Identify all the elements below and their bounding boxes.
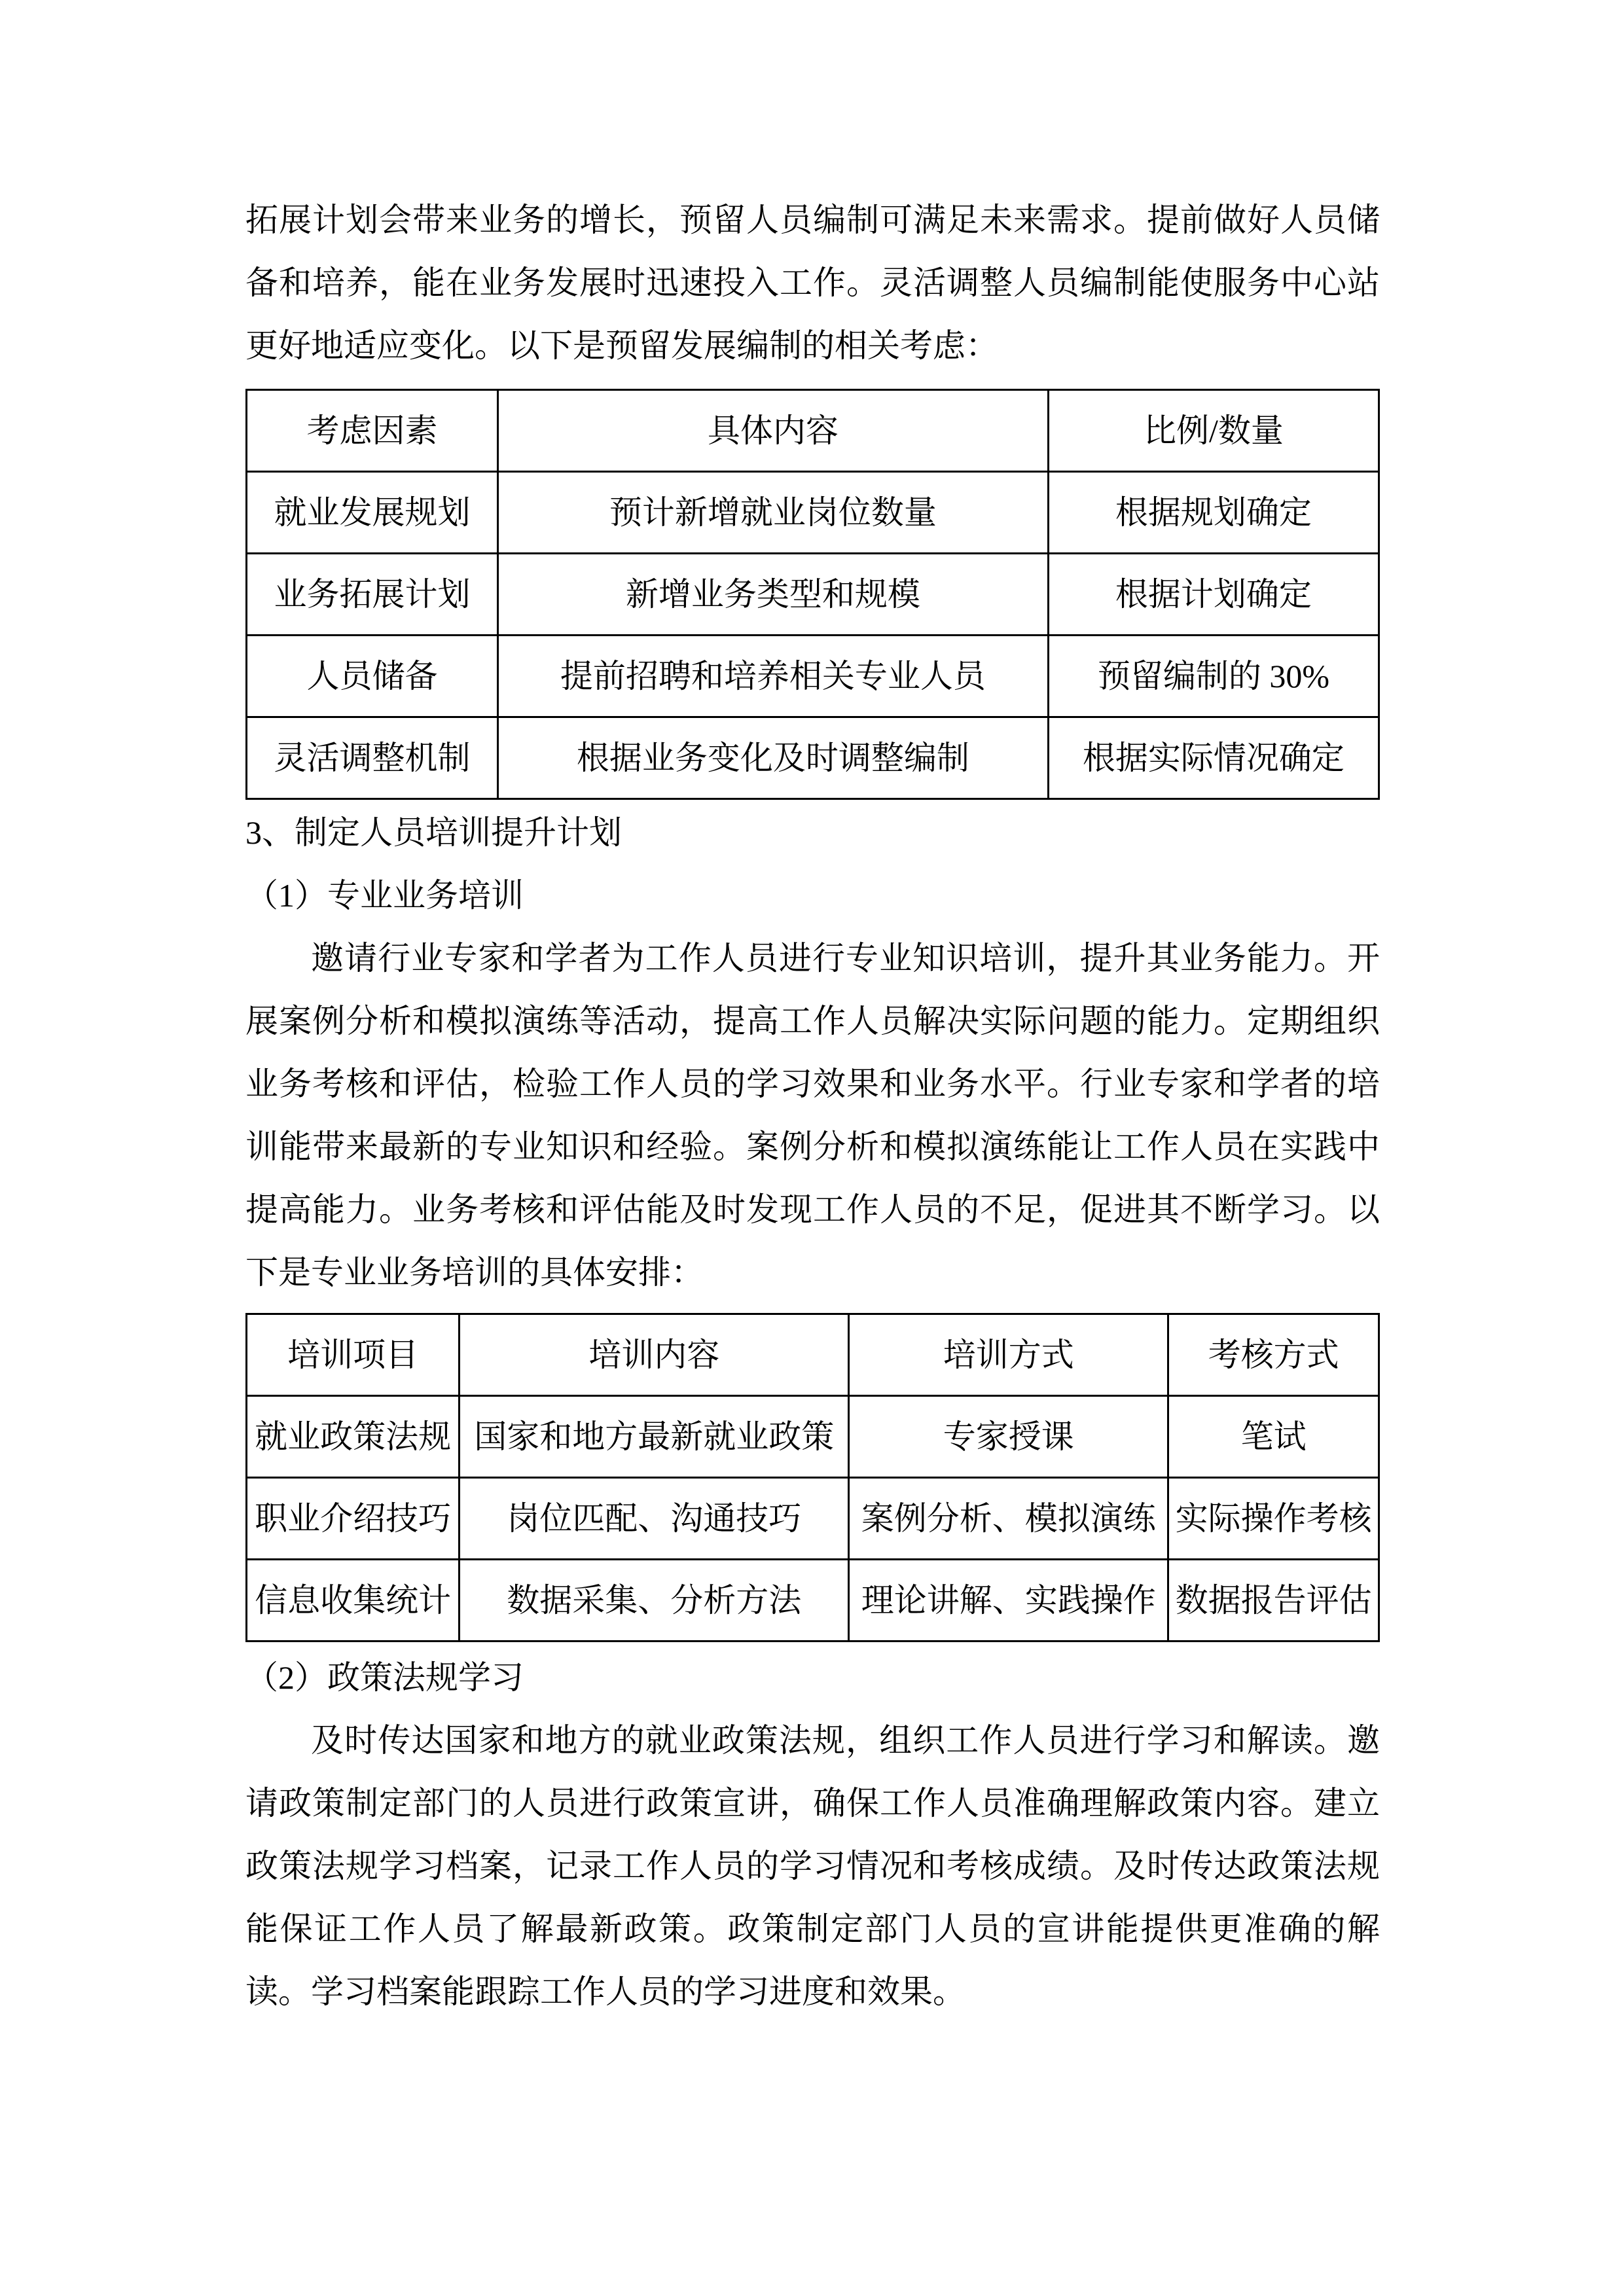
table-row	[247, 636, 1379, 717]
table-cell: 灵活调整机制	[247, 717, 498, 799]
table-cell: 人员储备	[247, 636, 498, 717]
table-row	[247, 554, 1379, 636]
table-cell: 根据业务变化及时调整编制	[498, 717, 1049, 799]
document-content	[245, 188, 1380, 2023]
heading-section-3-1: （1）专业业务培训	[245, 877, 524, 914]
table-cell: 专家授课	[849, 1396, 1168, 1478]
table-row	[247, 717, 1379, 799]
table-cell: 就业政策法规	[247, 1396, 460, 1478]
reserve-planning-table	[245, 389, 1380, 800]
table-cell: 预留编制的 30%	[1048, 636, 1379, 717]
paragraph-training: 邀请行业专家和学者为工作人员进行专业知识培训，提升其业务能力。开展案例分析和模拟演练等活动，提高工作人员解决实际问题的能力。定期组织业务考核和评估，检验工作人员的学习效果和业务水平。行业专家和学者的培训能带来最新的专业知识和经验。案例分析和模拟演练能让工作人员在实践中提高能力。业务考核和评估能及时发现工作人员的不足，促进其不断学习。以下是专业业务培训的具体安排：	[245, 940, 1380, 1291]
table-cell: 根据规划确定	[1048, 472, 1379, 554]
training-header-assessment: 考核方式	[1168, 1314, 1379, 1396]
table-row	[247, 472, 1379, 554]
table-cell: 根据计划确定	[1048, 554, 1379, 636]
table-row	[247, 1478, 1379, 1560]
heading-section-3: 3、制定人员培训提升计划	[245, 814, 622, 851]
table-cell: 国家和地方最新就业政策	[460, 1396, 849, 1478]
table-cell: 数据报告评估	[1168, 1560, 1379, 1641]
table-cell: 案例分析、模拟演练	[849, 1478, 1168, 1560]
table-cell: 预计新增就业岗位数量	[498, 472, 1049, 554]
reserve-table-header-row	[247, 390, 1379, 472]
table-cell: 业务拓展计划	[247, 554, 498, 636]
table-cell: 信息收集统计	[247, 1560, 460, 1641]
table-cell: 就业发展规划	[247, 472, 498, 554]
table-row	[247, 1560, 1379, 1641]
reserve-header-content: 具体内容	[498, 390, 1049, 472]
table-cell: 提前招聘和培养相关专业人员	[498, 636, 1049, 717]
paragraph-policy: 及时传达国家和地方的就业政策法规，组织工作人员进行学习和解读。邀请政策制定部门的人员进行政策宣讲，确保工作人员准确理解政策内容。建立政策法规学习档案，记录工作人员的学习情况和考核成绩。及时传达政策法规能保证工作人员了解最新政策。政策制定部门人员的宣讲能提供更准确的解读。学习档案能跟踪工作人员的学习进度和效果。	[245, 1722, 1380, 2010]
reserve-header-factor: 考虑因素	[247, 390, 498, 472]
training-header-project: 培训项目	[247, 1314, 460, 1396]
table-cell: 笔试	[1168, 1396, 1379, 1478]
paragraph-intro: 拓展计划会带来业务的增长，预留人员编制可满足未来需求。提前做好人员储备和培养，能在业务发展时迅速投入工作。灵活调整人员编制能使服务中心站更好地适应变化。以下是预留发展编制的相关考虑：	[245, 202, 1380, 364]
table-cell: 根据实际情况确定	[1048, 717, 1379, 799]
reserve-header-ratio: 比例/数量	[1048, 390, 1379, 472]
training-plan-table	[245, 1313, 1380, 1642]
table-cell: 新增业务类型和规模	[498, 554, 1049, 636]
table-row	[247, 1396, 1379, 1478]
table-cell: 岗位匹配、沟通技巧	[460, 1478, 849, 1560]
heading-section-3-2: （2）政策法规学习	[245, 1659, 524, 1696]
training-header-method: 培训方式	[849, 1314, 1168, 1396]
training-table-header-row	[247, 1314, 1379, 1396]
table-cell: 数据采集、分析方法	[460, 1560, 849, 1641]
table-cell: 实际操作考核	[1168, 1478, 1379, 1560]
table-cell: 职业介绍技巧	[247, 1478, 460, 1560]
training-header-content: 培训内容	[460, 1314, 849, 1396]
table-cell: 理论讲解、实践操作	[849, 1560, 1168, 1641]
